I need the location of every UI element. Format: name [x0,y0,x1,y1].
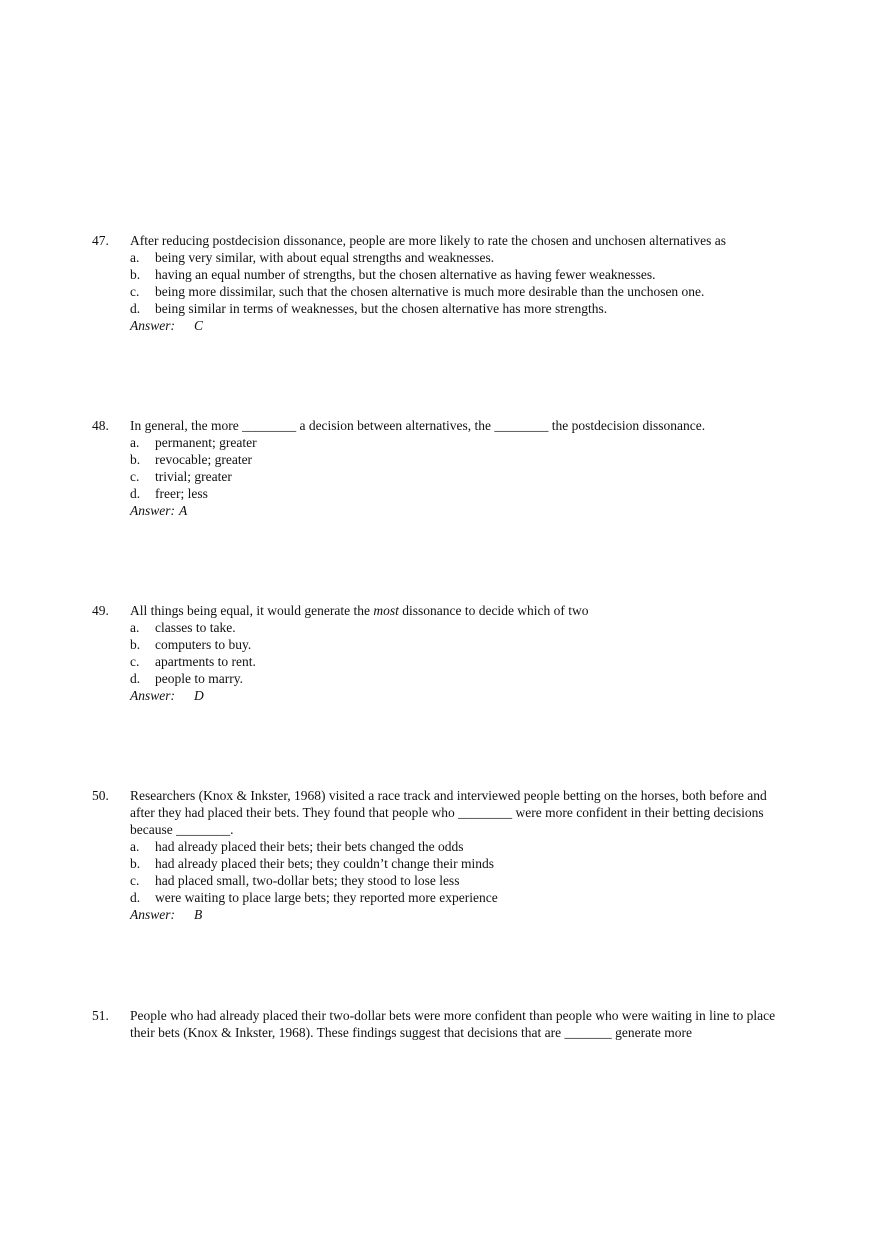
option-text: people to marry. [155,671,243,686]
option-text: had already placed their bets; their bets changed the odds [155,839,464,854]
answer-options [92,619,792,687]
question-stem: After reducing postdecision dissonance, people are more likely to rate the chosen and unchosen alternatives as [130,233,727,248]
option-b [92,451,792,468]
option-letter: a. [130,250,140,265]
option-b [92,266,792,283]
answer-value: B [194,907,203,922]
option-c [92,468,792,485]
question-number: 47. [92,233,109,248]
option-text: trivial; greater [155,469,232,484]
option-letter: b. [130,267,141,282]
option-text: had already placed their bets; they couldn’t change their minds [155,856,495,871]
answer-label: Answer: [130,907,175,922]
question-stem: People who had already placed their two-dollar bets were more confident than people who were waiting in line to place their bets (Knox & Inkster, 1968). These findings suggest that decisions that are _______ generate more [130,1008,776,1040]
option-text: classes to take. [155,620,236,635]
question-number: 48. [92,418,109,433]
option-letter: c. [130,284,140,299]
question-47 [92,232,792,334]
option-a [92,619,792,636]
question-stem [130,602,792,619]
option-text: computers to buy. [155,637,252,652]
question-51 [92,1007,792,1041]
answer-label: Answer: [130,503,175,518]
answer-value: A [179,503,188,518]
option-letter: a. [130,620,140,635]
option-a [92,249,792,266]
answer-options [92,434,792,502]
option-text: were waiting to place large bets; they reported more experience [155,890,498,905]
option-letter: c. [130,873,140,888]
option-text: had placed small, two-dollar bets; they stood to lose less [155,873,460,888]
option-letter: a. [130,839,140,854]
question-48 [92,417,792,519]
option-d [92,300,792,317]
question-stem: Researchers (Knox & Inkster, 1968) visited a race track and interviewed people betting on the horses, both before and after they had placed their bets. They found that people who ________ were more confident in their betting decisions because ________. [130,788,767,837]
answer-line [92,906,792,923]
option-letter: d. [130,301,141,316]
option-text: having an equal number of strengths, but the chosen alternative as having fewer weaknesses. [155,267,656,282]
option-letter: c. [130,469,140,484]
option-text: permanent; greater [155,435,257,450]
answer-line [92,687,792,704]
option-letter: d. [130,671,141,686]
answer-label: Answer: [130,318,175,333]
question-stem-row [92,787,792,838]
stem-text: All things being equal, it would generate the [130,603,374,618]
option-d [92,485,792,502]
option-text: being very similar, with about equal strengths and weaknesses. [155,250,495,265]
question-50 [92,787,792,923]
option-text: apartments to rent. [155,654,256,669]
option-b [92,636,792,653]
question-49 [92,602,792,704]
question-number: 50. [92,788,109,803]
question-stem-row [92,417,792,434]
answer-value: D [194,688,204,703]
option-letter: b. [130,452,141,467]
option-c [92,872,792,889]
answer-line [92,502,792,519]
option-b [92,855,792,872]
option-text: revocable; greater [155,452,253,467]
stem-emphasis: most [373,603,399,618]
option-letter: b. [130,637,141,652]
question-stem: In general, the more ________ a decision between alternatives, the ________ the postdecision dissonance. [130,418,706,433]
option-letter: a. [130,435,140,450]
question-number: 51. [92,1008,109,1023]
option-a [92,434,792,451]
question-stem-row [92,1007,792,1041]
option-text: being more dissimilar, such that the chosen alternative is much more desirable than the unchosen one. [155,284,705,299]
question-stem-row [92,232,792,249]
answer-value: C [194,318,204,333]
question-stem-row [92,602,792,619]
option-d [92,670,792,687]
option-text: being similar in terms of weaknesses, but the chosen alternative has more strengths. [155,301,608,316]
option-text: freer; less [155,486,208,501]
answer-options [92,838,792,906]
option-letter: b. [130,856,141,871]
stem-text: dissonance to decide which of two [398,603,589,618]
option-c [92,653,792,670]
answer-label: Answer: [130,688,175,703]
answer-line [92,317,792,334]
question-number: 49. [92,603,109,618]
option-c [92,283,792,300]
option-letter: d. [130,486,141,501]
option-a [92,838,792,855]
option-letter: c. [130,654,140,669]
option-d [92,889,792,906]
answer-options [92,249,792,317]
option-letter: d. [130,890,141,905]
